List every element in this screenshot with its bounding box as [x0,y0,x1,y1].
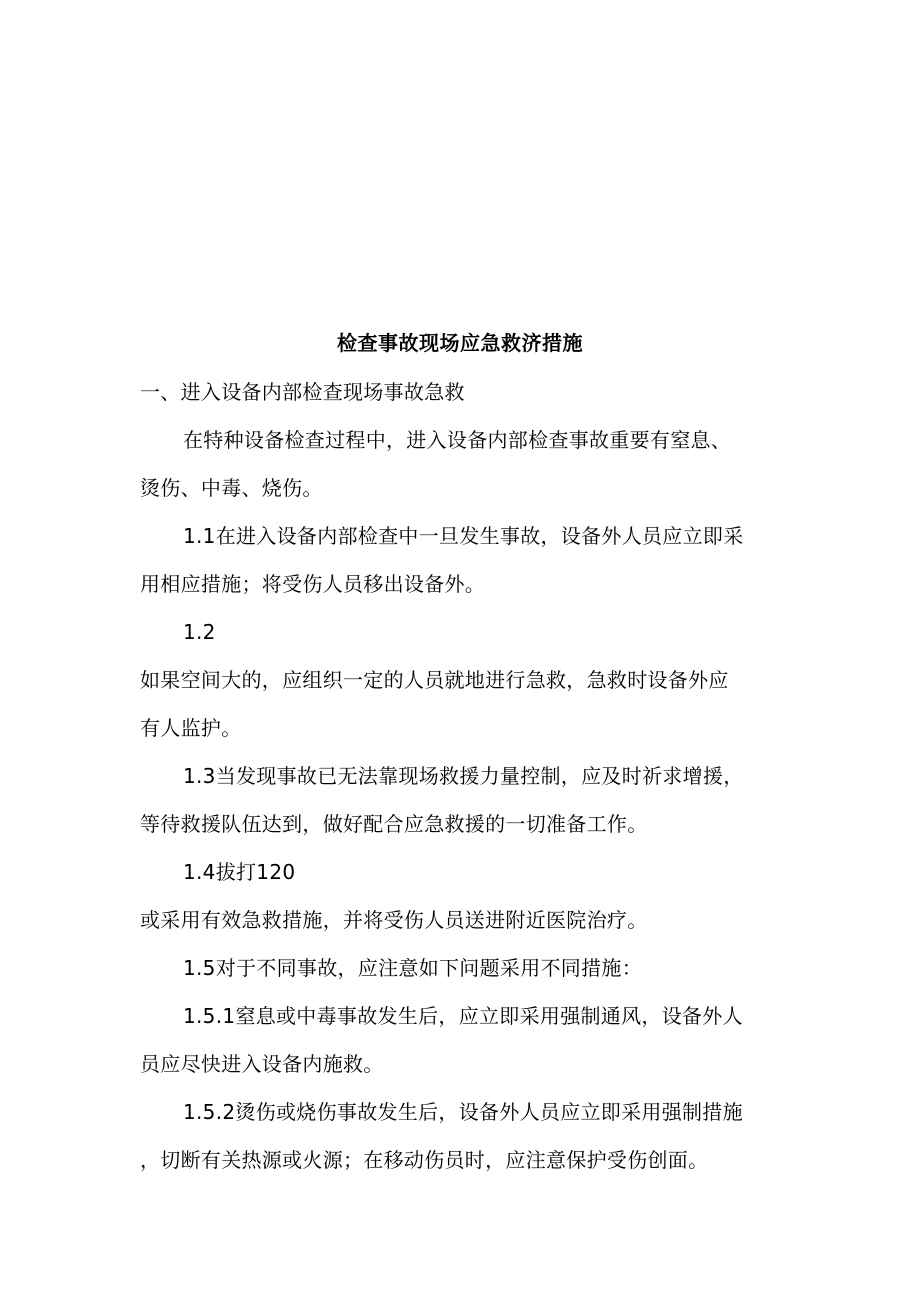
paragraph-line: 1.5.1窒息或中毒事故发生后，应立即采用强制通风，设备外人 [183,1004,743,1028]
paragraph-line: 员应尽快进入设备内施救。 [140,1052,384,1076]
paragraph-line: 1.4拔打120 [183,860,296,884]
document-title: 检查事故现场应急救济措施 [337,331,583,355]
paragraph-line: 或采用有效急救措施，并将受伤人员送进附近医院治疗。 [140,908,648,932]
section-heading: 一、进入设备内部检查现场事故急救 [140,380,465,404]
paragraph-line: 用相应措施；将受伤人员移出设备外。 [140,572,486,596]
paragraph-line: 1.3当发现事故已无法靠现场救援力量控制，应及时祈求增援， [183,764,744,788]
paragraph-line: 1.5.2烫伤或烧伤事故发生后，设备外人员应立即采用强制措施 [183,1100,743,1124]
paragraph-line: 1.2 [183,620,216,644]
paragraph-line: 等待救援队伍达到，做好配合应急救援的一切准备工作。 [140,812,648,836]
paragraph-line: 如果空间大的，应组织一定的人员就地进行急救，急救时设备外应 [140,668,729,692]
paragraph-line: 烫伤、中毒、烧伤。 [140,476,323,500]
paragraph-line: 1.5对于不同事故，应注意如下问题采用不同措施： [183,956,643,980]
paragraph-line: 在特种设备检查过程中，进入设备内部检查事故重要有窒息、 [183,428,732,452]
paragraph-line: 1.1在进入设备内部检查中一旦发生事故，设备外人员应立即采 [183,524,744,548]
paragraph-line: 有人监护。 [140,716,242,740]
paragraph-line: ，切断有关热源或火源；在移动伤员时，应注意保护受伤创面。 [140,1148,709,1172]
